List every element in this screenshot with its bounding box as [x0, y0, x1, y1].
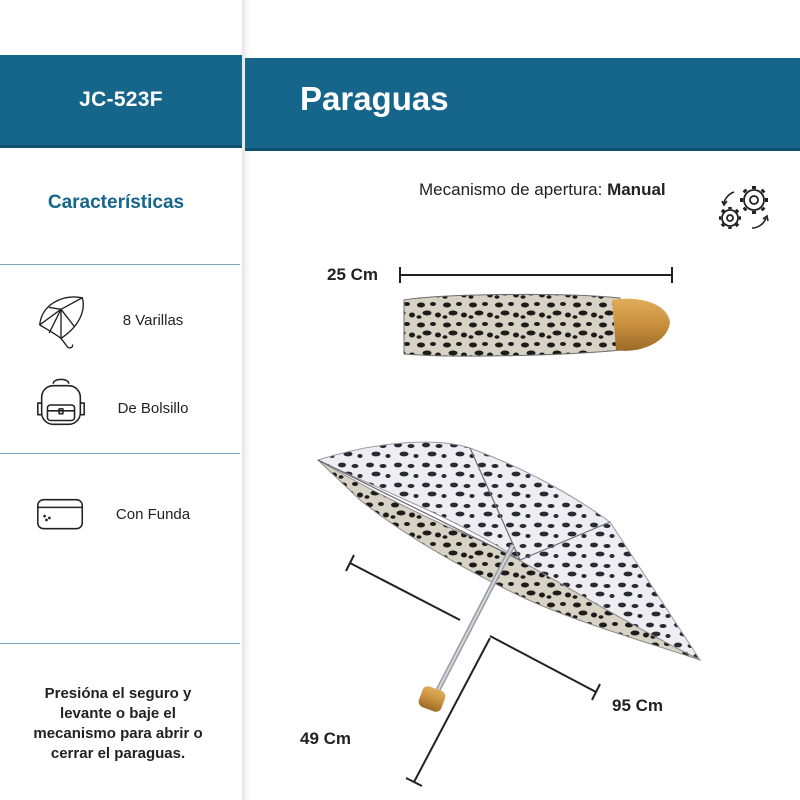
- open-umbrella: [318, 442, 700, 713]
- product-illustration: [245, 240, 800, 800]
- closed-length-dimension: [400, 267, 672, 283]
- height-label: 49 Cm: [300, 729, 352, 748]
- diameter-label: 95 Cm: [612, 696, 664, 715]
- height-dimension: [406, 638, 490, 786]
- divider-line: [0, 453, 240, 454]
- feature-cover: [0, 488, 240, 558]
- features-heading: Características: [47, 192, 185, 213]
- title-bar: [245, 58, 800, 151]
- divider-line: [0, 264, 240, 265]
- usage-instructions: Presióna el seguro y levante o baje el mecanismo para abrir o cerrar el paraguas.: [33, 685, 203, 762]
- feature-pocket: [0, 374, 240, 444]
- product-code: JC-523F: [79, 88, 163, 111]
- backpack-icon: [32, 374, 90, 436]
- mechanism-value: Manual: [607, 180, 666, 199]
- opening-mechanism: [419, 180, 666, 200]
- gears-icon: [712, 180, 776, 236]
- divider-line: [0, 643, 240, 644]
- product-code-bar: [0, 55, 242, 148]
- closed-length-label: 25 Cm: [327, 265, 379, 284]
- mechanism-label: Mecanismo de apertura:: [419, 180, 603, 199]
- feature-label: Con Funda: [115, 506, 191, 523]
- product-title: Paraguas: [300, 80, 449, 117]
- feature-label: De Bolsillo: [117, 400, 189, 417]
- feature-label: 8 Varillas: [122, 312, 184, 329]
- feature-ribs: [0, 288, 240, 358]
- folded-umbrella: [404, 294, 670, 356]
- umbrella-icon: [32, 288, 90, 350]
- pouch-icon: [32, 488, 90, 550]
